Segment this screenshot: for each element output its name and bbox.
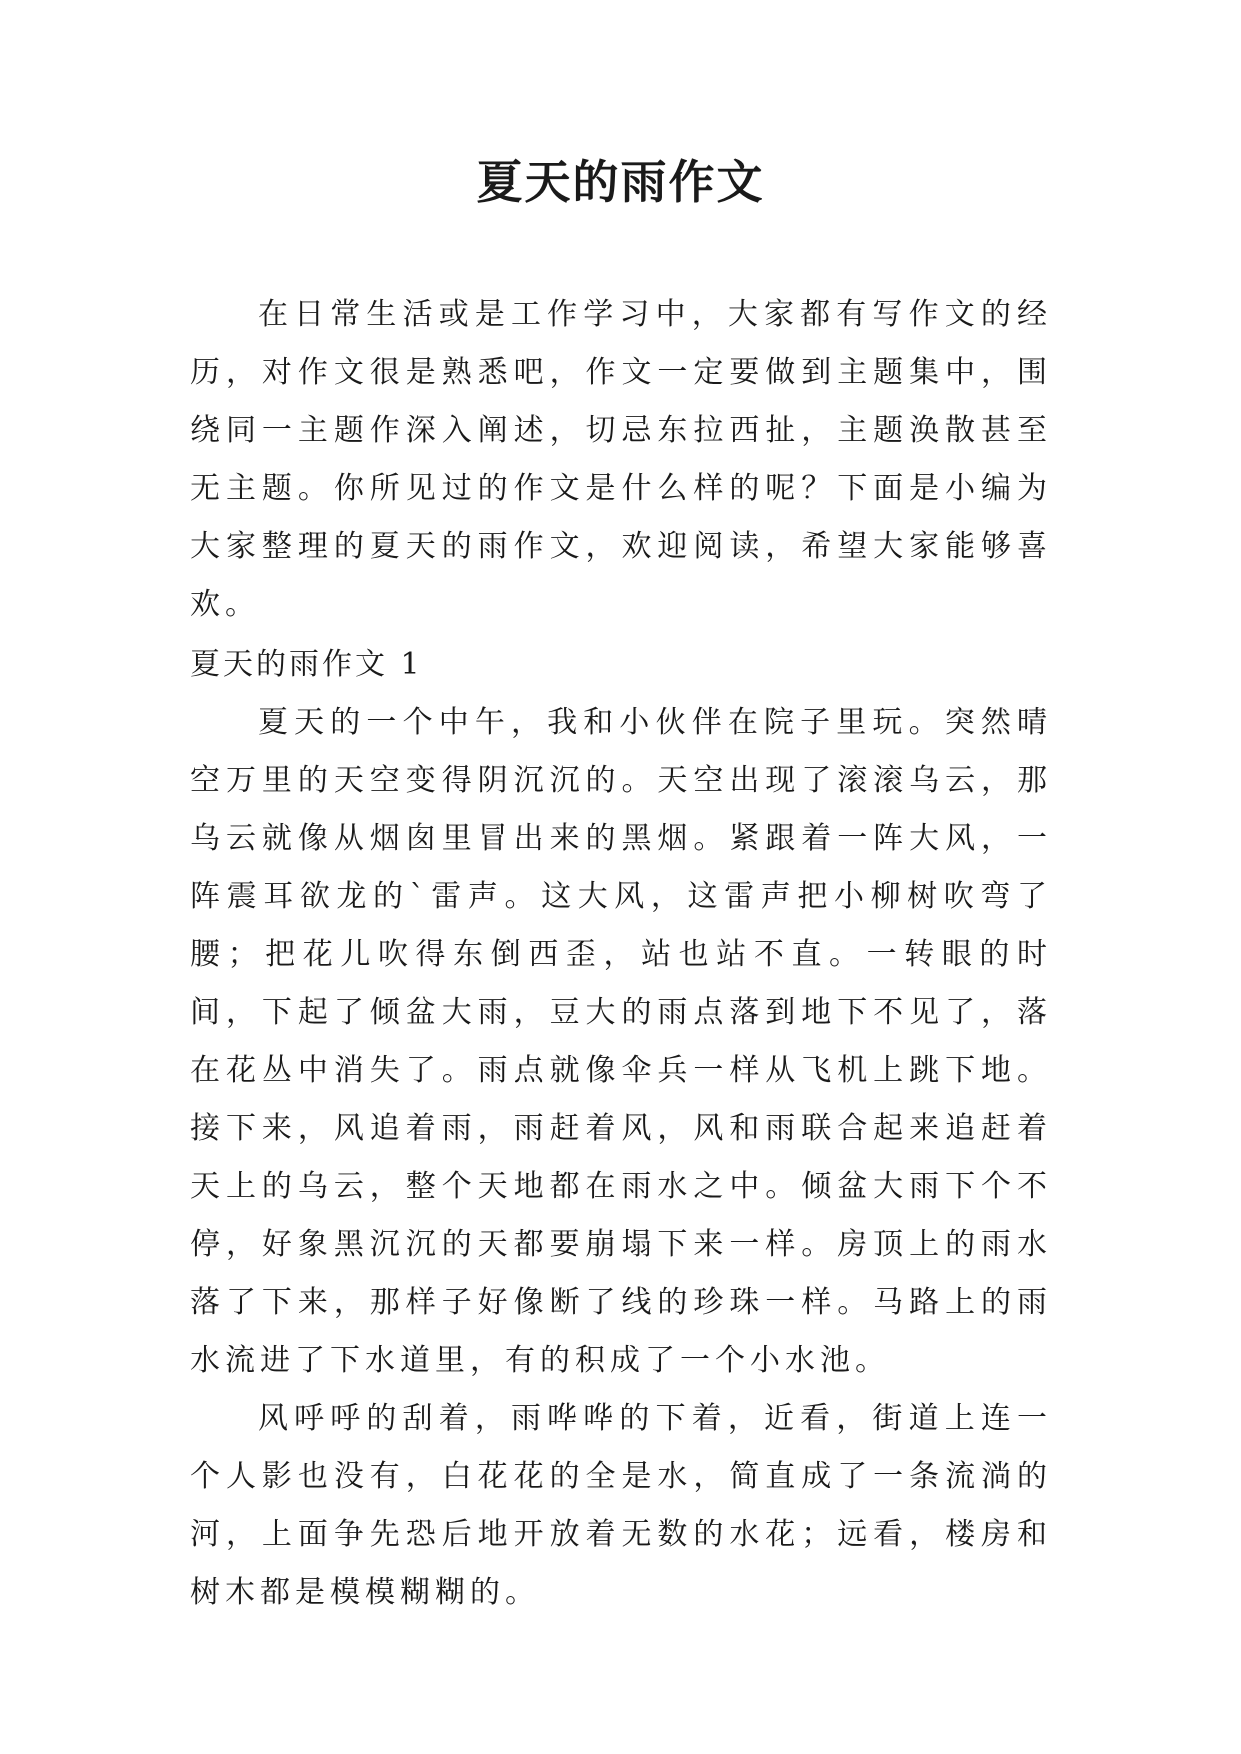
essay-paragraph: 风呼呼的刮着，雨哗哗的下着，近看，街道上连一个人影也没有，白花花的全是水，简直成了一条流淌的河，上面争先恐后地开放着无数的水花；远看，楼房和树木都是模模糊糊的。 <box>190 1401 1052 1610</box>
essay-paragraph: 夏天的一个中午，我和小伙伴在院子里玩。突然晴空万里的天空变得阴沉沉的。天空出现了滚滚乌云，那乌云就像从烟囱里冒出来的黑烟。紧跟着一阵大风，一阵震耳欲龙的`雷声。这大风，这雷声把小柳树吹弯了腰；把花儿吹得东倒西歪，站也站不直。一转眼的时间，下起了倾盆大雨，豆大的雨点落到地下不见了，落在花丛中消失了。雨点就像伞兵一样从飞机上跳下地。接下来，风追着雨，雨赶着风，风和雨联合起来追赶着天上的乌云，整个天地都在雨水之中。倾盆大雨下个不停，好象黑沉沉的天都要崩塌下来一样。房顶上的雨水落了下来，那样子好像断了线的珍珠一样。马路上的雨水流进了下水道里，有的积成了一个小水池。 <box>190 705 1052 1378</box>
essay-body <box>190 694 1052 1622</box>
intro-paragraph: 在日常生活或是工作学习中，大家都有写作文的经历，对作文很是熟悉吧，作文一定要做到主题集中，围绕同一主题作深入阐述，切忌东拉西扯，主题涣散甚至无主题。你所见过的作文是什么样的呢？下面是小编为大家整理的夏天的雨作文，欢迎阅读，希望大家能够喜欢。 <box>190 297 1052 622</box>
document-title: 夏天的雨作文 <box>476 155 765 209</box>
section-heading: 夏天的雨作文 1 <box>190 647 423 682</box>
